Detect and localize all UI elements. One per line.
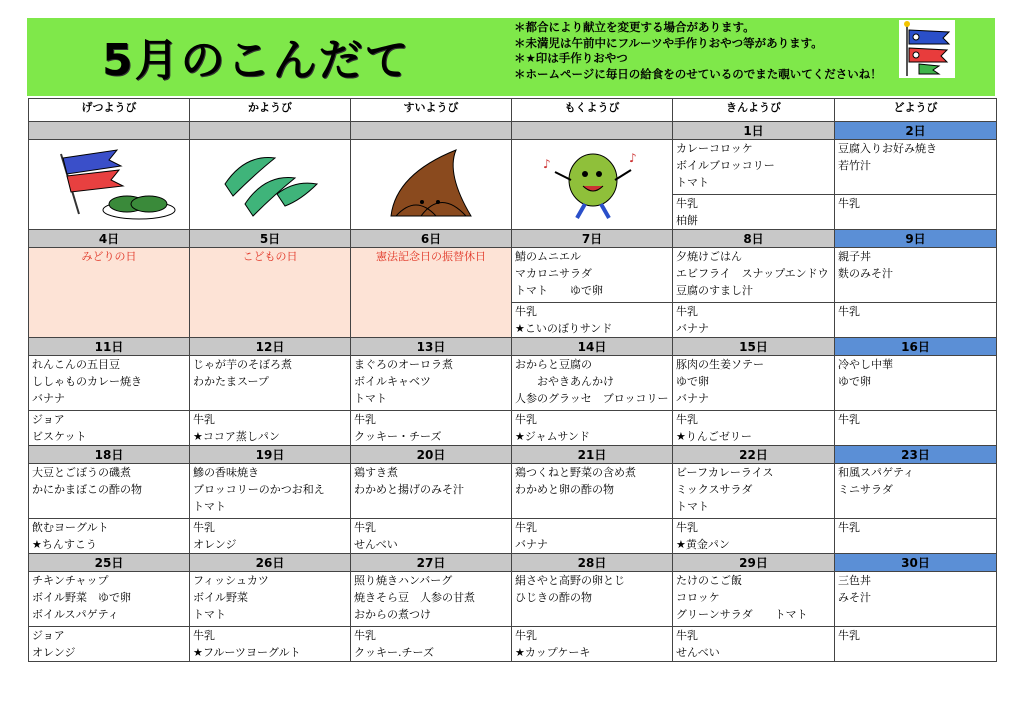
menu-item: ゆで卵 (838, 375, 871, 388)
menu-item: ししゃものカレー焼き (32, 375, 142, 388)
menu-item: ボイルブロッコリー (676, 159, 775, 172)
date-cell (512, 122, 673, 140)
snack-item: 牛乳 (838, 197, 860, 210)
menu-item: トマト (354, 392, 387, 405)
date-cell: 8日 (673, 230, 835, 248)
snack-item: 牛乳 (676, 197, 698, 210)
snack-item: オレンジ (32, 646, 76, 659)
menu-item: 絹さやと高野の卵とじ (515, 574, 625, 587)
menu-cell (351, 464, 512, 519)
date-cell: 20日 (351, 446, 512, 464)
snack-item: 牛乳 (193, 521, 215, 534)
menu-item: おからと豆腐の (515, 358, 592, 371)
menu-item: 麩のみそ汁 (838, 267, 893, 280)
snack-item: ★こいのぼりサンド (515, 322, 613, 335)
snack-item: 牛乳 (838, 413, 860, 426)
svg-text:♪: ♪ (629, 151, 637, 165)
menu-item: わかたまスープ (193, 375, 269, 388)
snack-item: ★黄金パン (676, 538, 730, 551)
menu-item: ボイルスパゲティ (32, 608, 119, 621)
snack-item: ★ちんすこう (32, 538, 97, 551)
snack-item: 牛乳 (676, 413, 698, 426)
date-cell: 1日 (673, 122, 835, 140)
snack-cell (835, 303, 997, 338)
menu-cell (673, 356, 835, 411)
bamboo-shoot-icon (376, 144, 486, 224)
notes (514, 20, 882, 82)
menu-item: ゆで卵 (676, 375, 709, 388)
menu-cell (351, 572, 512, 627)
snack-cell (835, 627, 997, 662)
snack-cell (512, 411, 673, 446)
menu-item: 豆腐のすまし汁 (676, 284, 753, 297)
menu-item: エビフライ スナップエンドウ (676, 267, 829, 280)
date-cell: 2日 (835, 122, 997, 140)
snack-item: 牛乳 (515, 629, 537, 642)
menu-item: 鶏つくねと野菜の含め煮 (515, 466, 636, 479)
menu-item: 鰺の香味焼き (193, 466, 259, 479)
menu-item: ボイル野菜 ゆで卵 (32, 591, 131, 604)
illustration-cell (512, 140, 673, 230)
menu-cell (673, 140, 835, 195)
note-line: ＊都合により献立を変更する場合があります。 (514, 20, 755, 34)
snack-cell (29, 519, 190, 554)
menu-item: 三色丼 (838, 574, 871, 587)
menu-item: ミックスサラダ (676, 483, 753, 496)
date-cell: 11日 (29, 338, 190, 356)
snack-item: オレンジ (193, 538, 237, 551)
menu-item: 若竹汁 (838, 159, 871, 172)
snack-cell (29, 411, 190, 446)
menu-cell (835, 572, 997, 627)
note-line: ＊ホームページに毎日の給食をのせているのでまた覗いてくださいね！ (514, 66, 882, 81)
menu-item: フィッシュカツ (193, 574, 269, 587)
snack-item: 牛乳 (676, 305, 698, 318)
snack-item: ビスケット (32, 430, 87, 443)
snack-cell (673, 411, 835, 446)
date-cell: 7日 (512, 230, 673, 248)
menu-item: じゃが芋のそぼろ煮 (193, 358, 292, 371)
note-line: ＊★印は手作りおやつ (514, 51, 628, 65)
snack-item: ★カップケーキ (515, 646, 591, 659)
menu-item: わかめと卵の酢の物 (515, 483, 614, 496)
snack-item: 牛乳 (838, 305, 860, 318)
snack-item: 牛乳 (838, 629, 860, 642)
snack-item: 牛乳 (838, 521, 860, 534)
snack-item: 牛乳 (193, 629, 215, 642)
note-line: ＊未満児は午前中にフルーツや手作りおやつ等があります。 (514, 35, 823, 50)
menu-item: バナナ (32, 392, 65, 405)
snack-item: 牛乳 (354, 521, 376, 534)
svg-text:♪: ♪ (543, 157, 551, 171)
header-banner (27, 18, 995, 96)
date-cell: 6日 (351, 230, 512, 248)
snack-cell (512, 627, 673, 662)
snack-cell (512, 519, 673, 554)
snack-item: 牛乳 (515, 305, 537, 318)
snack-cell (835, 411, 997, 446)
page-title: 5月のこんだて (102, 35, 411, 86)
date-cell: 26日 (190, 554, 351, 572)
illustration-cell (190, 140, 351, 230)
menu-item: わかめと揚げのみそ汁 (354, 483, 464, 496)
snack-item: 牛乳 (354, 413, 376, 426)
menu-cell (512, 464, 673, 519)
koinobori-icon (899, 20, 955, 78)
weekday-header: すいようび (351, 99, 512, 122)
snack-cell (512, 303, 673, 338)
menu-cell (29, 572, 190, 627)
menu-item: おやきあんかけ (515, 375, 614, 388)
date-cell: 22日 (673, 446, 835, 464)
menu-item: おからの煮つけ (354, 608, 431, 621)
snack-item: ジョア (32, 629, 65, 642)
menu-item: トマト (193, 608, 226, 621)
menu-item: 焼きそら豆 人参の甘煮 (354, 591, 475, 604)
menu-item: マカロニサラダ (515, 267, 592, 280)
holiday-cell: みどりの日 (29, 248, 190, 338)
snap-pea-icon (215, 144, 325, 224)
menu-cell (512, 572, 673, 627)
menu-cell (29, 464, 190, 519)
weekday-header: どようび (835, 99, 997, 122)
snack-item: ★りんごゼリー (676, 430, 752, 443)
snack-cell (673, 303, 835, 338)
weekday-header: かようび (190, 99, 351, 122)
date-cell: 16日 (835, 338, 997, 356)
menu-cell (512, 248, 673, 303)
weekday-header: もくようび (512, 99, 673, 122)
date-cell: 29日 (673, 554, 835, 572)
date-cell: 4日 (29, 230, 190, 248)
menu-item: トマト (676, 500, 709, 513)
snack-item: ★ココア蒸しパン (193, 430, 280, 443)
dancing-bean-icon (537, 144, 647, 224)
date-cell: 13日 (351, 338, 512, 356)
snack-cell (673, 627, 835, 662)
snack-item: ジョア (32, 413, 65, 426)
menu-cell (190, 356, 351, 411)
menu-item: 夕焼けごはん (676, 250, 742, 263)
snack-cell (673, 519, 835, 554)
holiday-cell: 憲法記念日の振替休日 (351, 248, 512, 338)
snack-item: 牛乳 (515, 521, 537, 534)
menu-cell (835, 140, 997, 195)
holiday-cell: こどもの日 (190, 248, 351, 338)
date-cell: 14日 (512, 338, 673, 356)
menu-cell (835, 464, 997, 519)
menu-cell (190, 464, 351, 519)
snack-cell (351, 519, 512, 554)
snack-cell (351, 411, 512, 446)
menu-item: 人参のグラッセ ブロッコリー (515, 392, 669, 405)
menu-item: トマト ゆで卵 (515, 284, 603, 297)
menu-item: 照り焼きハンバーグ (354, 574, 453, 587)
snack-cell (29, 627, 190, 662)
menu-item: みそ汁 (838, 591, 871, 604)
menu-calendar (28, 98, 997, 662)
menu-cell (835, 356, 997, 411)
menu-item: バナナ (676, 392, 709, 405)
date-cell: 15日 (673, 338, 835, 356)
date-cell: 30日 (835, 554, 997, 572)
menu-item: ボイル野菜 (193, 591, 248, 604)
date-cell (29, 122, 190, 140)
menu-item: トマト (193, 500, 226, 513)
snack-item: クッキー.チーズ (354, 646, 434, 659)
menu-item: トマト (676, 176, 709, 189)
date-cell (190, 122, 351, 140)
date-cell: 5日 (190, 230, 351, 248)
menu-cell (29, 356, 190, 411)
menu-item: 豚肉の生姜ソテー (676, 358, 764, 371)
snack-item: ★ジャムサンド (515, 430, 590, 443)
snack-item: 飲むヨーグルト (32, 521, 109, 534)
snack-cell (351, 627, 512, 662)
date-cell (351, 122, 512, 140)
snack-item: バナナ (515, 538, 548, 551)
snack-cell (835, 195, 997, 230)
koinobori-kashiwamochi-icon (39, 144, 179, 224)
menu-cell (835, 248, 997, 303)
menu-item: ボイルキャベツ (354, 375, 431, 388)
menu-cell (512, 356, 673, 411)
illustration-cell (351, 140, 512, 230)
snack-item: 牛乳 (354, 629, 376, 642)
snack-item: 牛乳 (676, 521, 698, 534)
snack-item: 柏餅 (676, 214, 698, 227)
menu-item: チキンチャップ (32, 574, 109, 587)
menu-cell (351, 356, 512, 411)
illustration-cell (29, 140, 190, 230)
menu-item: 親子丼 (838, 250, 871, 263)
menu-item: 鶏すき煮 (354, 466, 398, 479)
menu-item: かにかまぼこの酢の物 (32, 483, 142, 496)
snack-item: 牛乳 (515, 413, 537, 426)
date-cell: 23日 (835, 446, 997, 464)
menu-item: まぐろのオーロラ煮 (354, 358, 453, 371)
menu-item: カレーコロッケ (676, 142, 753, 155)
menu-item: ブロッコリーのかつお和え (193, 483, 325, 496)
snack-cell (673, 195, 835, 230)
date-cell: 25日 (29, 554, 190, 572)
menu-item: ビーフカレーライス (676, 466, 774, 479)
menu-item: 鯖のムニエル (515, 250, 581, 263)
date-cell: 28日 (512, 554, 673, 572)
menu-cell (673, 248, 835, 303)
date-cell: 21日 (512, 446, 673, 464)
snack-cell (190, 627, 351, 662)
date-cell: 27日 (351, 554, 512, 572)
menu-item: コロッケ (676, 591, 720, 604)
menu-item: ひじきの酢の物 (515, 591, 592, 604)
menu-item: グリーンサラダ トマト (676, 608, 808, 621)
menu-cell (673, 572, 835, 627)
date-cell: 9日 (835, 230, 997, 248)
snack-item: せんべい (354, 538, 398, 551)
snack-item: バナナ (676, 322, 709, 335)
date-cell: 18日 (29, 446, 190, 464)
date-cell: 19日 (190, 446, 351, 464)
snack-item: ★フルーツヨーグルト (193, 646, 301, 659)
menu-cell (673, 464, 835, 519)
menu-item: ミニサラダ (838, 483, 893, 496)
snack-cell (835, 519, 997, 554)
weeks-3-5 (29, 338, 997, 662)
snack-item: 牛乳 (193, 413, 215, 426)
snack-item: クッキー・チーズ (354, 430, 442, 443)
menu-item: 大豆とごぼうの磯煮 (32, 466, 131, 479)
menu-item: 和風スパゲティ (838, 466, 915, 479)
snack-item: 牛乳 (676, 629, 698, 642)
menu-cell (190, 572, 351, 627)
snack-item: せんべい (676, 646, 720, 659)
date-cell: 12日 (190, 338, 351, 356)
menu-item: たけのこご飯 (676, 574, 742, 587)
menu-item: 冷やし中華 (838, 358, 893, 371)
menu-item: れんこんの五目豆 (32, 358, 120, 371)
weekday-header: げつようび (29, 99, 190, 122)
weekday-header: きんようび (673, 99, 835, 122)
snack-cell (190, 411, 351, 446)
snack-cell (190, 519, 351, 554)
menu-item: 豆腐入りお好み焼き (838, 142, 937, 155)
